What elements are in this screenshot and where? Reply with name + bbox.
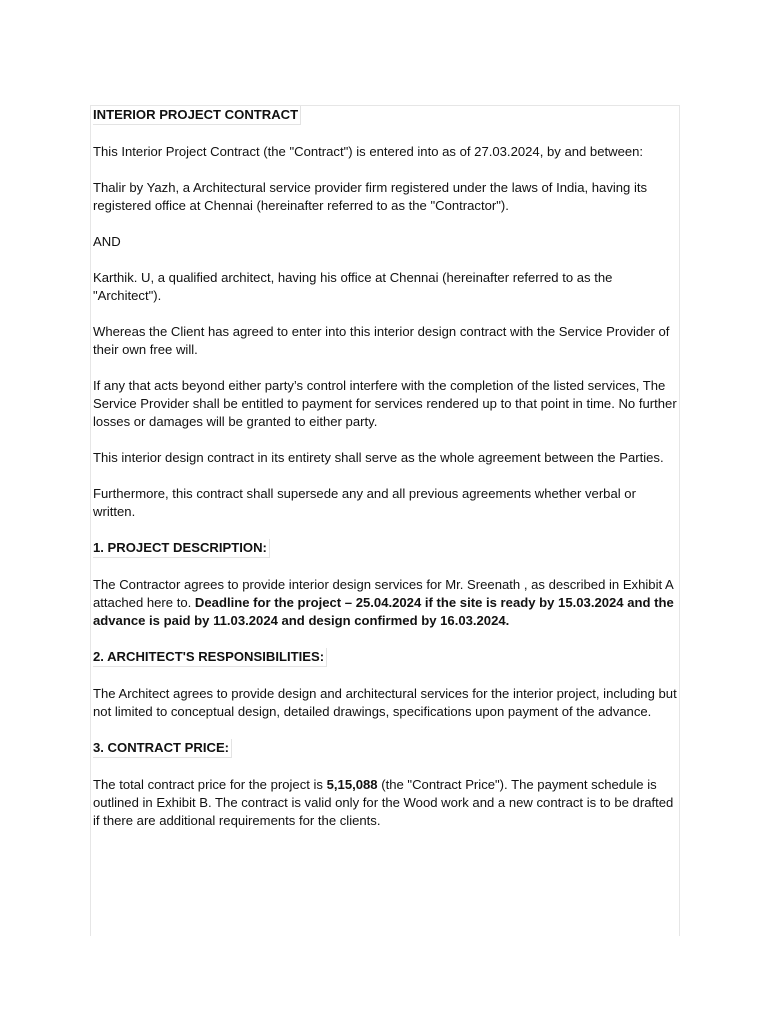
section-2-heading: 2. ARCHITECT'S RESPONSIBILITIES:	[93, 648, 327, 667]
section-1-text: The Contractor agrees to provide interior design services for Mr. Sreenath , as described in Exhibit A attached here to.	[93, 577, 674, 610]
force-majeure-paragraph: If any that acts beyond either party’s control interfere with the completion of the listed services, The Service Provider shall be entitled to payment for services rendered up to that point in time. No further losses or damages will be granted to either party.	[93, 378, 677, 429]
section-1-deadline: Deadline for the project – 25.04.2024 if the site is ready by 15.03.2024 and the advance is paid by 11.03.2024 and design confirmed by 16.03.2024.	[93, 595, 674, 628]
section-2-paragraph: The Architect agrees to provide design and architectural services for the interior project, including but not limited to conceptual design, detailed drawings, specifications upon payment of the advance.	[93, 686, 677, 719]
architect-paragraph: Karthik. U, a qualified architect, having his office at Chennai (hereinafter referred to as the "Architect").	[93, 270, 613, 303]
entire-agreement-paragraph: This interior design contract in its entirety shall serve as the whole agreement between the Parties.	[93, 450, 664, 465]
and-separator: AND	[93, 234, 121, 249]
intro-paragraph: This Interior Project Contract (the "Contract") is entered into as of 27.03.2024, by and between:	[93, 144, 644, 159]
section-1-heading: 1. PROJECT DESCRIPTION:	[93, 539, 270, 558]
supersede-paragraph: Furthermore, this contract shall supersede any and all previous agreements whether verbal or written.	[93, 486, 636, 519]
document-content	[93, 106, 678, 848]
contractor-paragraph: Thalir by Yazh, a Architectural service provider firm registered under the laws of India, having its registered office at Chennai (hereinafter referred to as the "Contractor").	[93, 180, 648, 213]
section-1-paragraph	[93, 576, 678, 630]
whereas-paragraph: Whereas the Client has agreed to enter into this interior design contract with the Service Provider of their own free will.	[93, 324, 670, 357]
document-title: INTERIOR PROJECT CONTRACT	[93, 106, 301, 125]
section-3-text-b: (the "Contract Price"). The payment schedule is outlined in Exhibit B. The contract is valid only for the Wood work and a new contract is to be drafted if there are additional requirements for the clients.	[93, 777, 674, 828]
section-3-heading: 3. CONTRACT PRICE:	[93, 739, 232, 758]
section-3-paragraph	[93, 776, 678, 830]
section-3-text-a: The total contract price for the project is	[93, 777, 327, 792]
contract-price-value: 5,15,088	[326, 777, 378, 792]
